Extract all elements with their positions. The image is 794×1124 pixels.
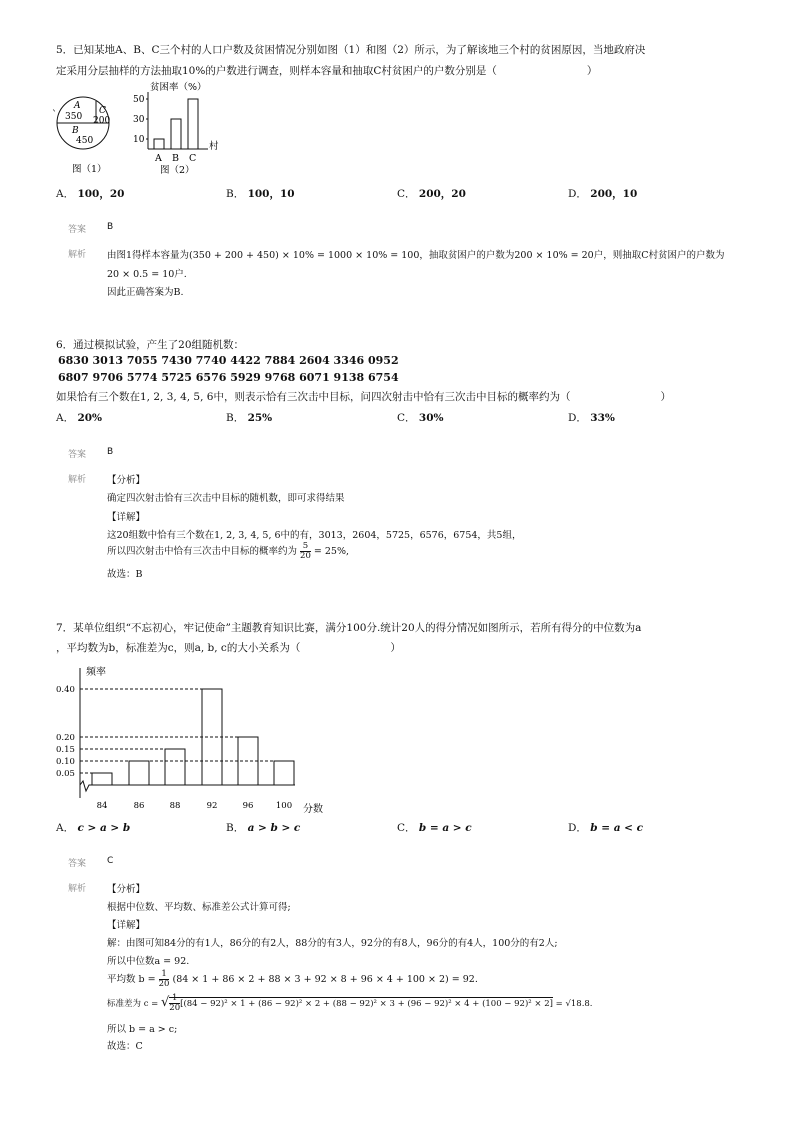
- q6-option-b[interactable]: [226, 410, 272, 425]
- q5-option-c[interactable]: [397, 186, 466, 201]
- q7-solution-line3: 【详解】: [107, 920, 146, 931]
- q7-histogram-ytick-0.20: 0.20: [56, 733, 75, 743]
- q7-histogram-ytick-0.10: 0.10: [56, 757, 75, 767]
- q7-option-d-letter: D．: [568, 822, 587, 834]
- q6-fraction-numerator: 5: [300, 542, 311, 552]
- q6-solution-line3: 【详解】: [107, 512, 146, 523]
- q5-pie-label-a: A: [74, 101, 81, 111]
- q6-option-d-value: 33%: [590, 412, 615, 424]
- q6-fraction-denominator: 20: [300, 551, 311, 561]
- q6-solution-line6: 故选：B: [107, 569, 143, 580]
- q7-solution-line6-post: (84 × 1 + 86 × 2 + 88 × 3 + 92 × 8 + 96 × 4 + 100 × 2) = 92.: [172, 974, 478, 985]
- q5-fig1-tick-mark: `: [52, 110, 57, 121]
- q7-sd-fraction-numerator: 1: [169, 994, 180, 1004]
- q7-histogram-xtick-84: 84: [96, 801, 108, 811]
- q5-stem-line1: 5．已知某地A、B、C三个村的人口户数及贫困情况分别如图（1）和图（2）所示，为了解该地三个村的贫困原因，当地政府决: [56, 44, 646, 56]
- q7-histogram-xtick-92: 92: [206, 801, 218, 811]
- q7-sqrt-body: [169, 993, 553, 1013]
- q6-stem: 6．通过模拟试验，产生了20组随机数：: [56, 339, 245, 351]
- q7-answer-label: 答案: [68, 859, 87, 869]
- q7-solution-line7-body: [(84 − 92)² × 1 + (86 − 92)² × 2 + (88 − 92)² × 3 + (96 − 92)² × 4 + (100 − 92)² × 2]: [180, 999, 553, 1009]
- q5-fig2-caption: 图（2）: [160, 165, 195, 176]
- q6-option-c-letter: C．: [397, 412, 416, 424]
- q5-answer-label: 答案: [68, 225, 87, 235]
- q5-pie-label-c: C: [99, 106, 106, 116]
- q5-answer-value: B: [107, 222, 114, 232]
- q7-option-c-letter: C．: [397, 822, 416, 834]
- q7-histogram: [50, 660, 340, 818]
- q5-bar-label-b: B: [172, 153, 179, 164]
- q6-option-d[interactable]: [568, 410, 615, 425]
- q7-solution-line8: 所以 b = a > c;: [107, 1024, 178, 1035]
- q7-sd-fraction-denominator: 20: [169, 1003, 181, 1013]
- q5-option-d[interactable]: [568, 186, 637, 201]
- q7-solution-line6: [107, 970, 478, 989]
- q7-mean-fraction-denominator: 20: [158, 979, 170, 989]
- q7-histogram-bar-86: [129, 761, 149, 785]
- q5-fig2-xlabel: 村: [209, 141, 219, 152]
- q5-fig2-ytick-30: 30: [133, 115, 145, 125]
- q6-stem-line3-text: 如果恰有三个数在1, 2, 3, 4, 5, 6中，则表示恰有三次击中目标，问四次射击中恰有三次击中目标的概率约为（: [56, 391, 571, 403]
- q7-option-d[interactable]: [568, 820, 643, 835]
- q5-bar-label-a: A: [155, 153, 162, 164]
- q6-numbers-line2: 6807 9706 5774 5725 6576 5929 9768 6071 9138 6754: [58, 371, 399, 384]
- q5-option-b-letter: B．: [226, 188, 245, 200]
- q5-option-a-value: 100，20: [77, 188, 125, 200]
- q6-option-a-letter: A．: [56, 412, 75, 424]
- q7-solution-line4: 解：由图可知84分的有1人，86分的有2人，88分的有3人，92分的有8人，96分的有4人，100分的有2人;: [107, 938, 558, 949]
- q7-histogram-xtick-86: 86: [133, 801, 145, 811]
- q7-sd-fraction: [169, 994, 180, 1013]
- q7-histogram-bar-88: [165, 749, 185, 785]
- q7-histogram-xtick-100: 100: [275, 801, 293, 811]
- q6-option-b-letter: B．: [226, 412, 245, 424]
- q7-histogram-ytick-0.40: 0.40: [56, 685, 75, 695]
- q5-paren-close: ）: [586, 65, 598, 77]
- q7-solution-line9: 故选：C: [107, 1041, 143, 1052]
- q7-option-a-letter: A．: [56, 822, 75, 834]
- q6-solution-line1: 【分析】: [107, 475, 146, 486]
- q6-paren-close: ）: [660, 391, 671, 403]
- q7-histogram-xtick-88: 88: [169, 801, 181, 811]
- q7-mean-fraction: [159, 970, 170, 989]
- q7-analysis-label: 解析: [68, 884, 87, 894]
- q6-solution-line5: [107, 542, 349, 561]
- q6-option-c[interactable]: [397, 410, 443, 425]
- q6-solution-fraction: [300, 542, 311, 561]
- q6-option-a[interactable]: [56, 410, 102, 425]
- q5-option-a-letter: A．: [56, 188, 75, 200]
- q7-histogram-ytick-0.05: 0.05: [56, 769, 75, 779]
- q5-pie-value-b: 450: [76, 136, 94, 146]
- q7-solution-line7-pre: 标准差为 c =: [107, 999, 159, 1009]
- q7-histogram-bar-84: [92, 773, 112, 785]
- q7-histogram-xlabel: 分数: [303, 804, 323, 815]
- q5-option-c-letter: C．: [397, 188, 416, 200]
- q7-stem-line2: [56, 640, 401, 655]
- q5-analysis-label: 解析: [68, 250, 87, 260]
- q5-fig2-ylabel: 贫困率（%）: [150, 82, 207, 93]
- q5-option-b-value: 100，10: [247, 188, 295, 200]
- q5-option-a[interactable]: [56, 186, 124, 201]
- q7-histogram-ytick-0.15: 0.15: [56, 745, 75, 755]
- q7-option-b[interactable]: [226, 820, 300, 835]
- q5-pie-value-a: 350: [65, 112, 83, 122]
- q5-solution-line2: 20 × 0.5 = 10户.: [107, 269, 187, 280]
- q7-solution-line7: [107, 994, 593, 1013]
- q7-option-a-value: c > a > b: [77, 822, 131, 834]
- q6-solution-line4: 这20组数中恰有三个数在1, 2, 3, 4, 5, 6中的有，3013，2604，5725，6576，6754，共5组，: [107, 530, 522, 541]
- q5-bar-a: [154, 139, 164, 149]
- q7-paren-close: ）: [390, 642, 401, 654]
- q5-option-d-value: 200，10: [590, 188, 638, 200]
- q7-solution-line6-pre: 平均数 b =: [107, 974, 156, 985]
- q6-numbers-line1: 6830 3013 7055 7430 7740 4422 7884 2604 3346 0952: [58, 354, 399, 367]
- q5-bar-b: [171, 119, 181, 149]
- q5-stem-line2-text: 定采用分层抽样的方法抽取10%的户数进行调查，则样本容量和抽取C村贫困户的户数分别是（: [56, 65, 497, 77]
- q5-figure2-bar-chart: [128, 78, 228, 178]
- q7-option-c-value: b = a > c: [418, 822, 472, 834]
- q6-analysis-label: 解析: [68, 475, 87, 485]
- q6-option-d-letter: D．: [568, 412, 587, 424]
- q7-option-a[interactable]: [56, 820, 130, 835]
- q7-solution-line7-post: = √18.8.: [555, 999, 593, 1009]
- q5-figure1-pie: [50, 93, 120, 175]
- q7-option-c[interactable]: [397, 820, 472, 835]
- q6-option-b-value: 25%: [247, 412, 273, 424]
- q7-stem-line2-text: ，平均数为b，标准差为c，则a, b, c的大小关系为（: [56, 642, 301, 654]
- q6-answer-label: 答案: [68, 450, 87, 460]
- q5-fig2-ytick-50: 50: [133, 95, 145, 105]
- q5-pie-label-b: B: [72, 126, 79, 136]
- q5-option-b[interactable]: [226, 186, 295, 201]
- q7-stem-line1: 7．某单位组织“不忘初心，牢记使命”主题教育知识比赛，满分100分.统计20人的得分情况如图所示，若所有得分的中位数为a: [56, 622, 642, 634]
- q5-solution-line1: 由图1得样本容量为(350 + 200 + 450) × 10% = 1000 × 10% = 100，抽取贫困户的户数为200 × 10% = 20户，则抽取C村贫困户的户数为: [107, 250, 725, 261]
- q5-option-c-value: 200，20: [418, 188, 466, 200]
- q7-answer-value: C: [107, 856, 114, 866]
- q5-stem-line2: [56, 63, 597, 78]
- q6-solution-line5-post: = 25%,: [313, 546, 350, 557]
- q7-mean-fraction-numerator: 1: [159, 970, 170, 980]
- q7-histogram-bar-100: [274, 761, 294, 785]
- q6-solution-line5-pre: 所以四次射击中恰有三次击中目标的概率约为: [107, 546, 298, 557]
- q7-solution-line2: 根据中位数、平均数、标准差公式计算可得;: [107, 902, 291, 913]
- q7-solution-line5: 所以中位数a = 92.: [107, 956, 190, 967]
- q7-option-b-letter: B．: [226, 822, 245, 834]
- q6-option-a-value: 20%: [77, 412, 103, 424]
- q5-bar-c: [188, 99, 198, 149]
- q5-fig1-caption: 图（1）: [72, 164, 107, 175]
- q5-fig2-ytick-10: 10: [133, 135, 145, 145]
- q6-option-c-value: 30%: [418, 412, 444, 424]
- q7-sqrt-sign: √: [161, 995, 170, 1010]
- q5-pie-value-c: 200: [93, 116, 111, 126]
- q7-option-d-value: b = a < c: [590, 822, 644, 834]
- q5-bar-label-c: C: [189, 153, 197, 164]
- q6-stem-line3: [56, 389, 671, 404]
- q6-solution-line2: 确定四次射击恰有三次击中目标的随机数，即可求得结果: [107, 493, 345, 504]
- q5-option-d-letter: D．: [568, 188, 587, 200]
- q6-answer-value: B: [107, 447, 114, 457]
- q7-histogram-ylabel: 频率: [86, 667, 106, 678]
- q7-option-b-value: a > b > c: [247, 822, 301, 834]
- q7-solution-line1: 【分析】: [107, 884, 146, 895]
- q5-solution-line3: 因此正确答案为B.: [107, 287, 184, 298]
- q7-histogram-xtick-96: 96: [242, 801, 254, 811]
